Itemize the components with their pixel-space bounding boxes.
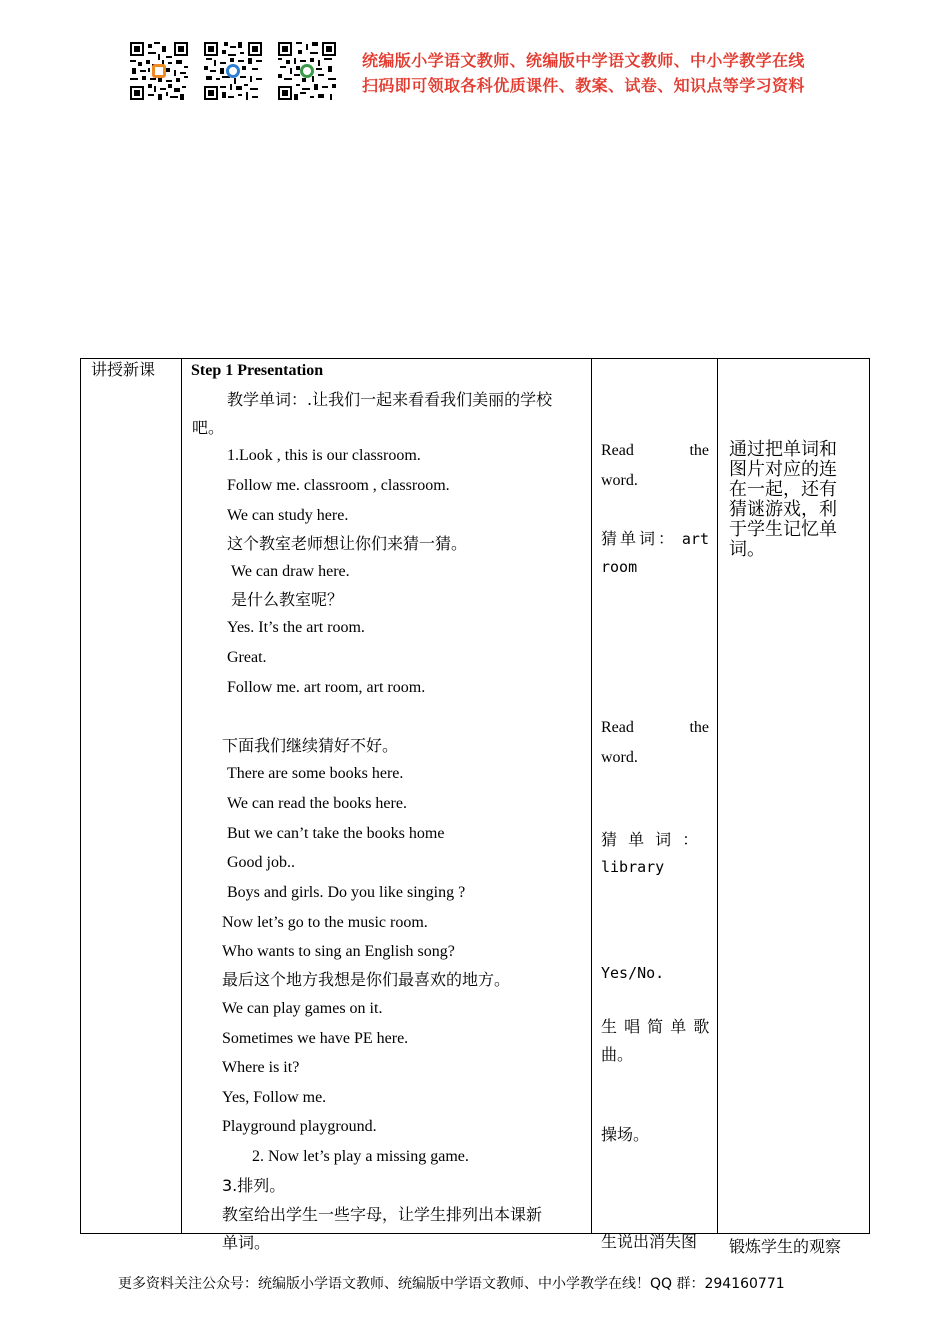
student-activity-yes-no: Yes/No. bbox=[601, 964, 665, 982]
qr-code-icon bbox=[204, 42, 262, 100]
content-line: 教室给出学生一些字母，让学生排列出本课新 bbox=[222, 1205, 543, 1224]
activity-word: Read bbox=[601, 719, 634, 736]
content-line: Playground playground. bbox=[222, 1118, 377, 1135]
qr-code-icon bbox=[130, 42, 188, 100]
student-activity-guess-1-cont: room bbox=[601, 558, 638, 576]
content-line: Boys and girls. Do you like singing ? bbox=[227, 884, 466, 901]
content-line: Great. bbox=[227, 649, 267, 666]
content-line: 是什么教室呢？ bbox=[231, 590, 344, 609]
content-line: 下面我们继续猜好不好。 bbox=[222, 736, 399, 755]
student-activity-sing-cont: 曲。 bbox=[601, 1045, 634, 1064]
design-purpose-next: 锻炼学生的观察 bbox=[729, 1237, 842, 1256]
content-line: We can study here. bbox=[227, 507, 349, 524]
student-activity-read-1-cont: word. bbox=[601, 472, 638, 489]
banner-line-2: 扫码即可领取各科优质课件、教案、试卷、知识点等学习资料 bbox=[362, 76, 805, 95]
content-line: We can read the books here. bbox=[227, 795, 407, 812]
header-banner bbox=[362, 48, 805, 98]
design-purpose: 通过把单词和图片对应的连在一起，还有猜谜游戏，利于学生记忆单词。 bbox=[729, 439, 837, 560]
section-label: 讲授新课 bbox=[91, 360, 156, 379]
content-line: But we can’t take the books home bbox=[227, 825, 445, 842]
student-activity-guess-2: 猜 单 词 ： bbox=[601, 830, 699, 849]
table-border-left bbox=[80, 358, 81, 1233]
activity-label: 猜单词： bbox=[601, 529, 678, 548]
qr-code-icon bbox=[278, 42, 336, 100]
content-line: 吧。 bbox=[192, 418, 225, 437]
content-line: 2. Now let’s play a missing game. bbox=[252, 1148, 469, 1165]
qr-code-1 bbox=[130, 42, 188, 100]
student-activity-guess-1 bbox=[601, 529, 709, 549]
activity-word: Read bbox=[601, 442, 634, 459]
content-line: 这个教室老师想让你们来猜一猜。 bbox=[227, 534, 468, 553]
student-activity-read-2 bbox=[601, 718, 709, 738]
student-activity-sing: 生 唱 简 单 歌 bbox=[601, 1017, 710, 1036]
student-activity-playground: 操场。 bbox=[601, 1125, 650, 1144]
page-footer: 更多资料关注公众号：统编版小学语文教师、统编版中学语文教师、中小学教学在线！QQ 群：294160771 bbox=[118, 1276, 785, 1292]
student-activity-missing: 生说出消失图 bbox=[601, 1232, 698, 1251]
content-line: Where is it? bbox=[222, 1059, 300, 1076]
content-line: Sometimes we have PE here. bbox=[222, 1030, 409, 1047]
content-line: 1.Look , this is our classroom. bbox=[227, 447, 421, 464]
content-line: Follow me. art room, art room. bbox=[227, 679, 426, 696]
activity-word: the bbox=[689, 442, 709, 459]
student-activity-guess-2-cont: library bbox=[601, 858, 665, 876]
activity-word: the bbox=[689, 719, 709, 736]
table-border-col2 bbox=[181, 358, 182, 1233]
table-border-col4 bbox=[717, 358, 718, 1233]
content-line: Who wants to sing an English song? bbox=[222, 943, 455, 960]
content-line: Yes. It’s the art room. bbox=[227, 619, 365, 636]
activity-word: art bbox=[681, 530, 709, 548]
table-border-right bbox=[869, 358, 870, 1233]
content-line: Yes, Follow me. bbox=[222, 1089, 327, 1106]
content-line: 最后这个地方我想是你们最喜欢的地方。 bbox=[222, 970, 511, 989]
content-line: 单词。 bbox=[222, 1233, 271, 1252]
step-title: Step 1 Presentation bbox=[191, 362, 324, 379]
student-activity-read-2-cont: word. bbox=[601, 749, 638, 766]
banner-line-1: 统编版小学语文教师、统编版中学语文教师、中小学教学在线 bbox=[362, 51, 805, 70]
qr-code-3 bbox=[278, 42, 336, 100]
content-line: 3.排列。 bbox=[222, 1176, 286, 1195]
content-line: We can play games on it. bbox=[222, 1000, 383, 1017]
student-activity-read-1 bbox=[601, 441, 709, 461]
qr-code-2 bbox=[204, 42, 262, 100]
content-line: Follow me. classroom , classroom. bbox=[227, 477, 450, 494]
content-line: 教学单词：.让我们一起来看看我们美丽的学校 bbox=[227, 390, 553, 409]
content-line: There are some books here. bbox=[227, 765, 404, 782]
content-line: Now let’s go to the music room. bbox=[222, 914, 428, 931]
table-border-col3 bbox=[591, 358, 592, 1233]
content-line: We can draw here. bbox=[231, 563, 350, 580]
content-line: Good job.. bbox=[227, 854, 295, 871]
